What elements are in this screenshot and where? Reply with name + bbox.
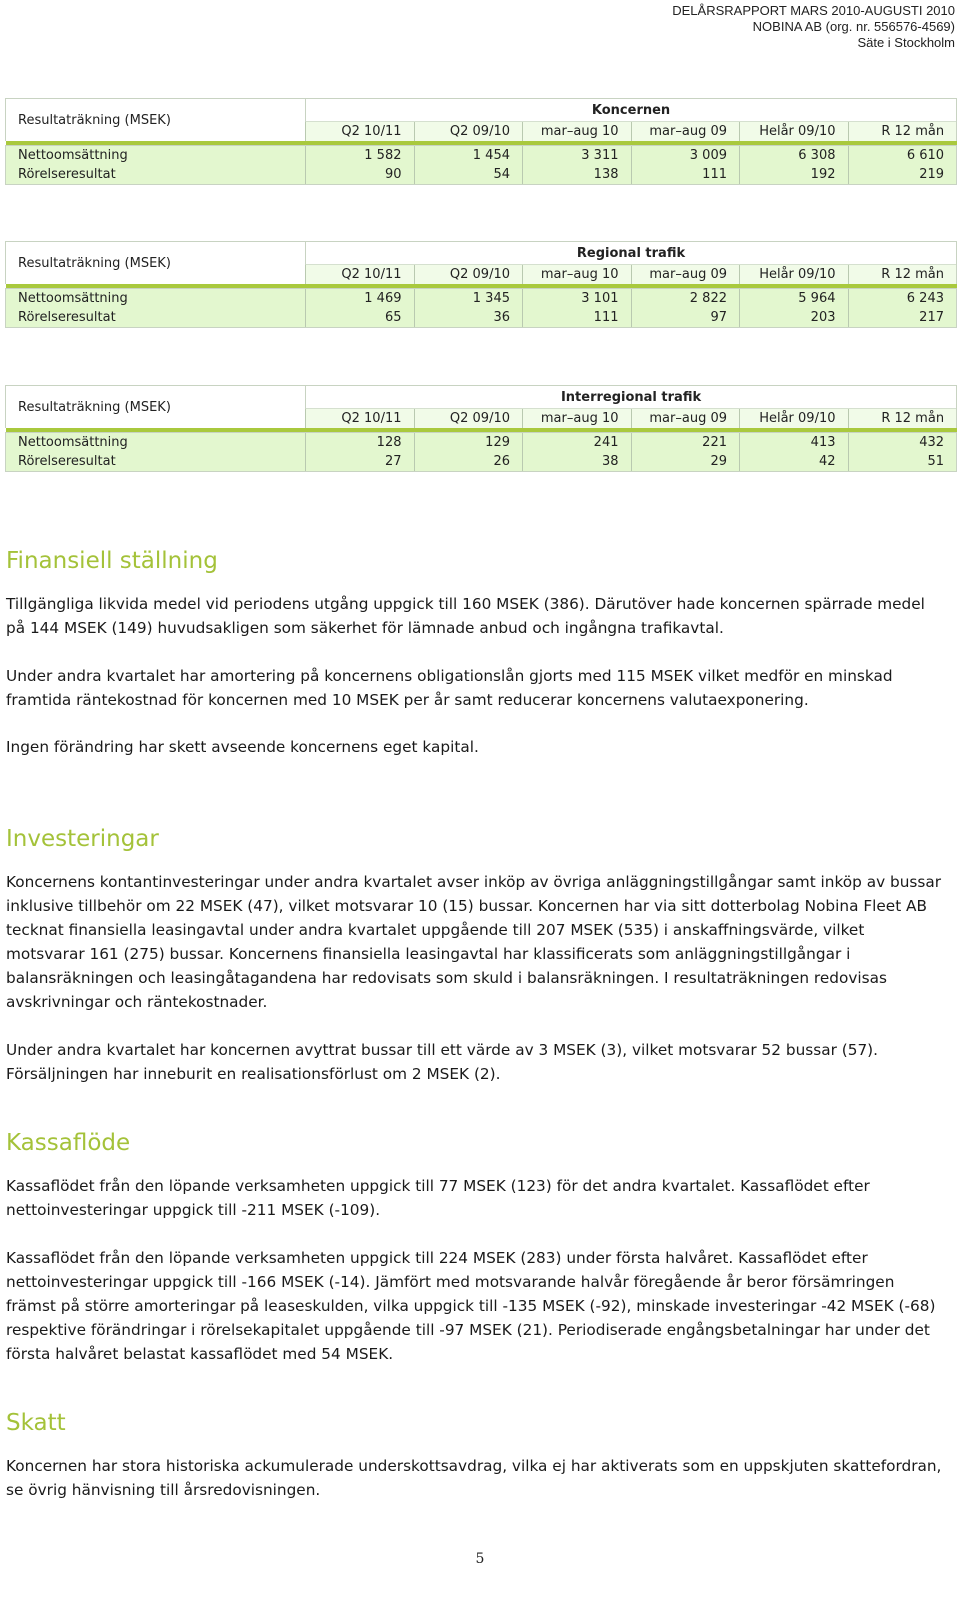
section-heading-skatt: Skatt	[6, 1410, 66, 1436]
column-header: mar–aug 10	[523, 265, 632, 285]
table-row	[6, 289, 957, 309]
cell: 38	[523, 452, 632, 472]
column-header: mar–aug 09	[631, 409, 740, 429]
cell: 29	[631, 452, 740, 472]
cell: 203	[740, 308, 849, 328]
report-title: DELÅRSRAPPORT MARS 2010-AUGUSTI 2010	[672, 3, 955, 18]
row-label: Rörelseresultat	[6, 165, 306, 185]
page-number: 5	[475, 1551, 485, 1567]
cell: 42	[740, 452, 849, 472]
paragraph: Under andra kvartalet har koncernen avyttrat bussar till ett värde av 3 MSEK (3), vilket motsvarar 52 bussar (57). Försäljningen har inneburit en realisationsförlust om 2 MSEK (2).	[6, 1041, 879, 1083]
row-label: Rörelseresultat	[6, 452, 306, 472]
cell: 221	[631, 433, 740, 453]
cell: 27	[306, 452, 415, 472]
cell: 1 582	[306, 146, 415, 166]
income-table-interregional	[5, 385, 957, 472]
column-header: Q2 10/11	[306, 409, 415, 429]
cell: 111	[631, 165, 740, 185]
cell: 1 454	[414, 146, 523, 166]
cell: 6 610	[848, 146, 957, 166]
table-row	[6, 165, 957, 185]
column-header: Helår 09/10	[740, 265, 849, 285]
income-table-koncernen	[5, 98, 957, 185]
cell: 97	[631, 308, 740, 328]
column-header: R 12 mån	[848, 409, 957, 429]
paragraph: Kassaflödet från den löpande verksamheten uppgick till 224 MSEK (283) under första halvåret. Kassaflödet efter nettoinvesteringar uppgick till -166 MSEK (-14). Jämfört med motsvarande halvår föregående år beror försämringen främst på större amorteringar på leaseskulden, vilka uppgick till -135 MSEK (-92), minskade investeringar -42 MSEK (-68) respektive förändringar i rörelsekapitalet uppgående till -97 MSEK (21). Periodiserade engångsbetalningar har under det första halvåret belastat kassaflödet med 54 MSEK.	[6, 1249, 936, 1363]
column-header: Helår 09/10	[740, 409, 849, 429]
cell: 3 009	[631, 146, 740, 166]
cell: 54	[414, 165, 523, 185]
table-group-heading: Interregional trafik	[306, 386, 957, 409]
cell: 26	[414, 452, 523, 472]
column-header: Q2 09/10	[414, 265, 523, 285]
column-header: Q2 09/10	[414, 122, 523, 142]
cell: 432	[848, 433, 957, 453]
cell: 111	[523, 308, 632, 328]
company-seat: Säte i Stockholm	[857, 35, 955, 50]
paragraph: Kassaflödet från den löpande verksamheten uppgick till 77 MSEK (123) för det andra kvartalet. Kassaflödet efter nettoinvesteringar uppgick till -211 MSEK (-109).	[6, 1177, 870, 1219]
cell: 65	[306, 308, 415, 328]
row-label: Nettoomsättning	[6, 289, 306, 309]
cell: 1 469	[306, 289, 415, 309]
column-header: mar–aug 10	[523, 122, 632, 142]
cell: 1 345	[414, 289, 523, 309]
paragraph: Under andra kvartalet har amortering på koncernens obligationslån gjorts med 115 MSEK vilket medför en minskad framtida räntekostnad för koncernen med 10 MSEK per år samt reducerar koncernens valutaexponering.	[6, 667, 893, 709]
table-row	[6, 433, 957, 453]
cell: 217	[848, 308, 957, 328]
column-header: mar–aug 09	[631, 265, 740, 285]
table-row	[6, 308, 957, 328]
section-heading-investeringar: Investeringar	[6, 826, 159, 852]
table-row	[6, 452, 957, 472]
column-header: mar–aug 09	[631, 122, 740, 142]
cell: 5 964	[740, 289, 849, 309]
table-group-heading: Koncernen	[306, 99, 957, 122]
cell: 6 243	[848, 289, 957, 309]
column-header: Q2 10/11	[306, 265, 415, 285]
column-header: Q2 09/10	[414, 409, 523, 429]
column-header: Helår 09/10	[740, 122, 849, 142]
cell: 129	[414, 433, 523, 453]
income-table-regional	[5, 241, 957, 328]
cell: 413	[740, 433, 849, 453]
cell: 192	[740, 165, 849, 185]
cell: 51	[848, 452, 957, 472]
table-title: Resultaträkning (MSEK)	[6, 386, 306, 429]
table-title: Resultaträkning (MSEK)	[6, 99, 306, 142]
company-org-number: NOBINA AB (org. nr. 556576-4569)	[752, 19, 955, 34]
column-header: Q2 10/11	[306, 122, 415, 142]
row-label: Nettoomsättning	[6, 146, 306, 166]
cell: 3 311	[523, 146, 632, 166]
paragraph: Tillgängliga likvida medel vid periodens utgång uppgick till 160 MSEK (386). Därutöver hade koncernen spärrade medel på 144 MSEK (149) huvudsakligen som säkerhet för lämnade anbud och ingångna trafikavtal.	[6, 595, 925, 637]
table-row	[6, 146, 957, 166]
cell: 241	[523, 433, 632, 453]
section-heading-finansiell: Finansiell ställning	[6, 548, 218, 574]
column-header: R 12 mån	[848, 122, 957, 142]
row-label: Nettoomsättning	[6, 433, 306, 453]
cell: 2 822	[631, 289, 740, 309]
cell: 128	[306, 433, 415, 453]
cell: 36	[414, 308, 523, 328]
row-label: Rörelseresultat	[6, 308, 306, 328]
column-header: mar–aug 10	[523, 409, 632, 429]
section-heading-kassaflode: Kassaflöde	[6, 1130, 131, 1156]
column-header: R 12 mån	[848, 265, 957, 285]
paragraph: Koncernens kontantinvesteringar under andra kvartalet avser inköp av övriga anläggningstillgångar samt inköp av bussar inklusive tillbehör om 22 MSEK (47), vilket motsvarar 10 (15) bussar. Koncernen har via sitt dotterbolag Nobina Fleet AB tecknat finansiella leasingavtal under andra kvartalet uppgående till 207 MSEK (535) i anskaffningsvärde, vilket motsvarar 161 (275) bussar. Koncernens finansiella leasingavtal har klassificerats som anläggningstillgångar i balansräkningen och leasingåtagandena har redovisats som skuld i balansräkningen. I resultaträkningen redovisas avskrivningar och räntekostnader.	[6, 873, 942, 1011]
cell: 138	[523, 165, 632, 185]
table-group-heading: Regional trafik	[306, 242, 957, 265]
table-title: Resultaträkning (MSEK)	[6, 242, 306, 285]
report-header	[672, 3, 955, 51]
paragraph: Ingen förändring har skett avseende koncernens eget kapital.	[6, 738, 479, 756]
cell: 90	[306, 165, 415, 185]
cell: 6 308	[740, 146, 849, 166]
paragraph: Koncernen har stora historiska ackumulerade underskottsavdrag, vilka ej har aktiverats som en uppskjuten skattefordran, se övrig hänvisning till årsredovisningen.	[6, 1457, 942, 1499]
cell: 219	[848, 165, 957, 185]
cell: 3 101	[523, 289, 632, 309]
